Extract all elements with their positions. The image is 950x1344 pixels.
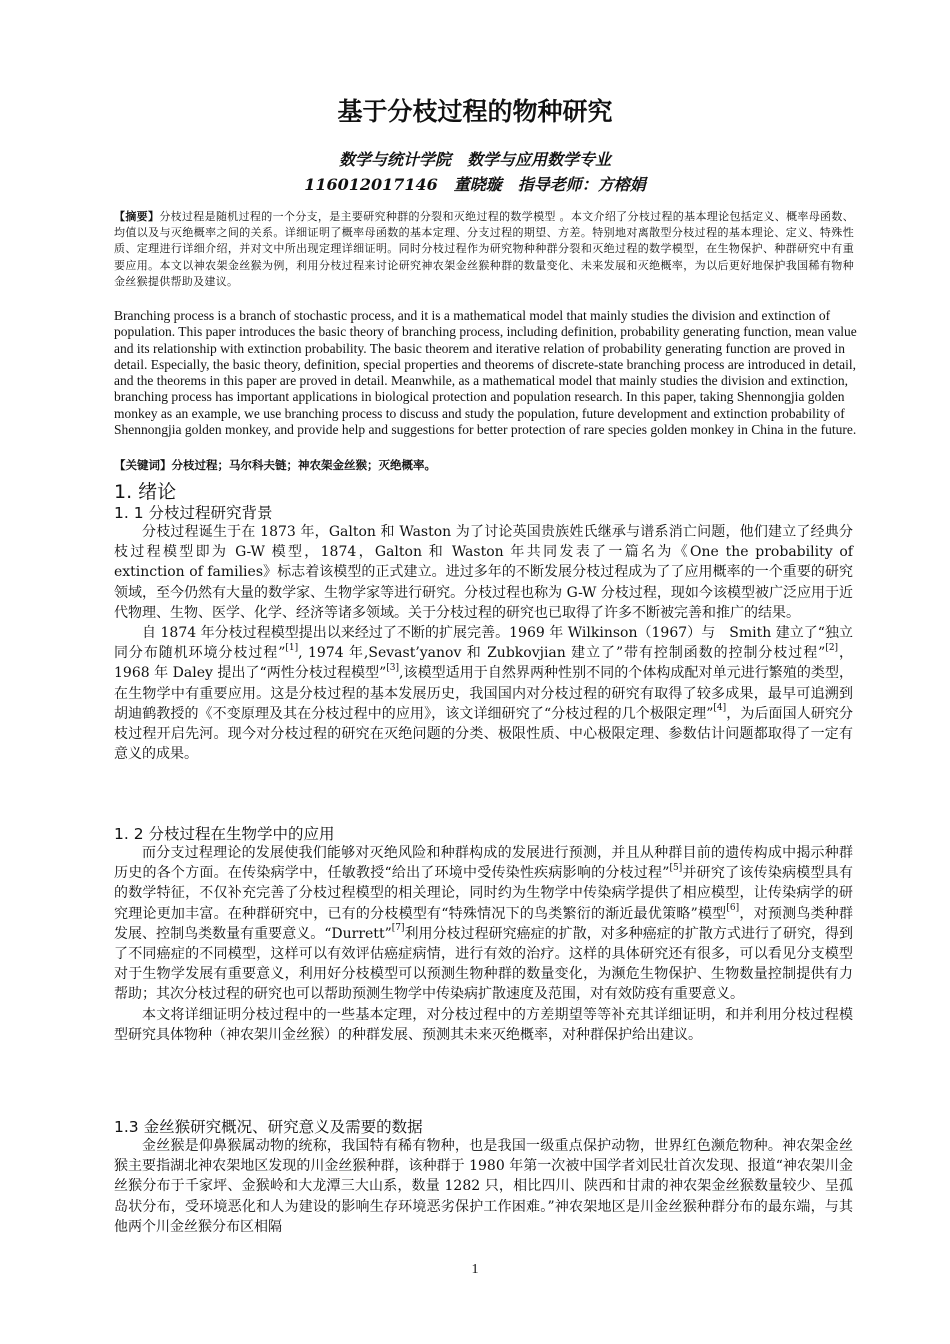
paragraph: 本文将详细证明分枝过程中的一些基本定理，对分枝过程中的方差期望等等补充其详细证明，和并利用分枝过程模型研究具体物种（神农架川金丝猴）的种群发展、预测其未来灭绝概率，对种群保护给出建议。 [114, 1006, 853, 1043]
citation: [4] [713, 703, 727, 714]
paragraph [114, 623, 853, 764]
paper-title: 基于分枝过程的物种研究 [337, 97, 613, 126]
author-line: 116012017146 董晓璇 指导老师：方榕娟 [304, 175, 646, 194]
section-body [114, 1136, 853, 1237]
citation: [3] [386, 662, 400, 673]
paragraph-text: 利用分枝过程研究癌症的扩散，对多种癌症的扩散方式进行了研究，得到了不同癌症的不同模型，这样可以有效评估癌症病情，进行有效的治疗。这样的具体研究还有很多，可以看见分支模型对于生物学发展有重要意义，利用好分枝模型可以预测生物种群的数量变化，为濒危生物保护、生物数量控制提供有力帮助；其次分枝过程的研究也可以帮助预测生物学中传染病扩散速度及范围，对有效防疫有重要意义。 [114, 925, 854, 1003]
paragraph: 金丝猴是仰鼻猴属动物的统称，我国特有稀有物种，也是我国一级重点保护动物，世界红色濒危物种。神农架金丝猴主要指湖北神农架地区发现的川金丝猴种群，该种群于 1980 年第一次被中国学者刘民壮首次发现、报道“神农架川金丝猴分布于千家坪、金猴岭和大龙潭三大山系，数量 1282 只，相比四川、陕西和甘肃的神农架金丝猴数量较少、呈孤岛状分布，受环境恶化和人为建设的影响生存环境恶劣保护工作困难。”神农架地区是川金丝猴种群分布的最东端，与其他两个川金丝猴分布区相隔 [114, 1138, 853, 1235]
citation: [2] [825, 642, 839, 653]
paragraph-text: 自 1874 年分枝过程模型提出以来经过了不断的扩展完善。1969 年 Wilkinson（1967）与 Smith 建立了“独立同分布随机环境分枝过程” [114, 625, 853, 662]
paragraph: 分枝过程诞生于在 1873 年，Galton 和 Waston 为了讨论英国贵族姓氏继承与谱系消亡问题，他们建立了经典分枝过程模型即为 G-W 模型，1874，Galton 和 Waston 年共同发表了一篇名为《One the probability of extinction of families》标志着该模型的正式建立。进过多年的不断发展分枝过程成为了了应用概率的一个重要的研究领域，至今仍然有大量的数学家、生物学家等进行研究。分枝过程也称为 G-W 分枝过程，现如今该模型被广泛应用于近代物理、生物、医学、化学、经济等诸多领域。关于分枝过程的研究也已取得了许多不断被完善和推广的结果。 [114, 524, 853, 621]
section-heading: 1. 绪论 [114, 481, 177, 503]
abstract-chinese [114, 209, 854, 290]
paragraph-text: ，1968 年 Daley 提出了“两性分枝过程模型” [114, 645, 853, 682]
citation: [1] [285, 642, 299, 653]
subsection-heading: 1. 2 分枝过程在生物学中的应用 [114, 825, 335, 843]
paragraph-text: 而分支过程理论的发展使我们能够对灭绝风险和种群构成的发展进行预测，并且从种群目前的遗传构成中揭示种群历史的各个方面。在传染病学中，任敏教授“给出了环境中受传染性疾病影响的分枝过程” [114, 845, 853, 882]
page-number: 1 [471, 1262, 479, 1277]
keywords-label: 【关键词】 [114, 458, 172, 472]
citation: [6] [726, 902, 740, 913]
paragraph-text: , 1974 年,Sevast’yanov 和 Zubkovjian 建立了”带有控制函数的控制分枝过程” [298, 645, 826, 662]
keywords-text: 分枝过程；马尔科夫链；神农架金丝猴；灭绝概率。 [171, 458, 436, 472]
subsection-heading: 1. 1 分枝过程研究背景 [114, 504, 273, 522]
abstract-chinese-text: 分枝过程是随机过程的一个分支，是主要研究种群的分裂和灭绝过程的数学模型 。本文介绍了分枝过程的基本理论包括定义、概率母函数、均值以及与灭绝概率之间的关系。详细证明了概率母函数的基本定理、分支过程的期望、方差。特别地对离散型分枝过程的基本理论、定义、特殊性质、定理进行详细介绍，并对文中所出现定理详细证明。同时分枝过程作为研究物种种群分裂和灭绝过程的数学模型，在生物保护、种群研究中有重要应用。本文以神农架金丝猴为例，利用分枝过程来讨论研究神农架金丝猴种群的数量变化、未来发展和灭绝概率，为以后更好地保护我国稀有物种金丝猴提供帮助及建议。 [114, 210, 855, 288]
paragraph-text: ，为后面国人研究分枝过程开启先河。现今对分枝过程的研究在灭绝问题的分类、极限性质、中心极限定理、参数估计问题都取得了一定有意义的成果。 [114, 705, 854, 763]
subsection-heading: 1.3 金丝猴研究概况、研究意义及需要的数据 [114, 1118, 423, 1136]
section-body [114, 843, 853, 1045]
paragraph [114, 843, 853, 1005]
paragraph-text: ,该模型适用于自然界两种性别不同的个体构成配对单元进行繁殖的类型，在生物学中有重要应用。这是分枝过程的基本发展历史，我国国内对分枝过程的研究有取得了较多成果，最早可追溯到胡迪鹤教授的《不变原理及其在分枝过程中的应用》，该文详细研究了“分枝过程的几个极限定理” [114, 665, 853, 722]
section-body [114, 522, 853, 764]
keywords [114, 457, 436, 473]
paragraph-text: ，对预测鸟类种群发展、控制鸟类数量有重要意义。“Durrett” [114, 905, 854, 942]
abstract-english: Branching process is a branch of stochastic process, and it is a mathematical model that mainly studies the division and extinction of population. This paper introduces the basic theory of branching process, including definition, probability generating function, mean value and its relationship with extinction probability. The basic theorem and iterative relation of probability generating function are proved in detail. Especially, the basic theory, definition, special properties and theorems of discrete-state branching process are introduced in detail, and the theorems in this paper are proved in detail. Meanwhile, as a mathematical model that mainly studies the division and extinction, branching process has important applications in biological protection and population research. In this paper, taking Shennongjia golden monkey as an example, we use branching process to discuss and study the population, future development and extinction probability of Shennongjia golden monkey, and provide help and suggestions for better protection of rare species golden monkey in China in the future. [114, 308, 857, 438]
abstract-label: 【摘要】 [114, 210, 160, 223]
citation: [7] [391, 923, 405, 934]
paragraph-text: 并研究了该传染病模型具有的数学特征，不仅补充完善了分枝过程模型的相关理论，同时约为生物学中传染病学提供了相应模型，让传染病学的研究理论更加丰富。在种群研究中，已有的分枝模型有“特殊情况下的鸟类繁衍的渐近最优策略”模型 [114, 865, 854, 922]
citation: [5] [669, 862, 683, 873]
affiliation-line: 数学与统计学院 数学与应用数学专业 [338, 150, 611, 169]
